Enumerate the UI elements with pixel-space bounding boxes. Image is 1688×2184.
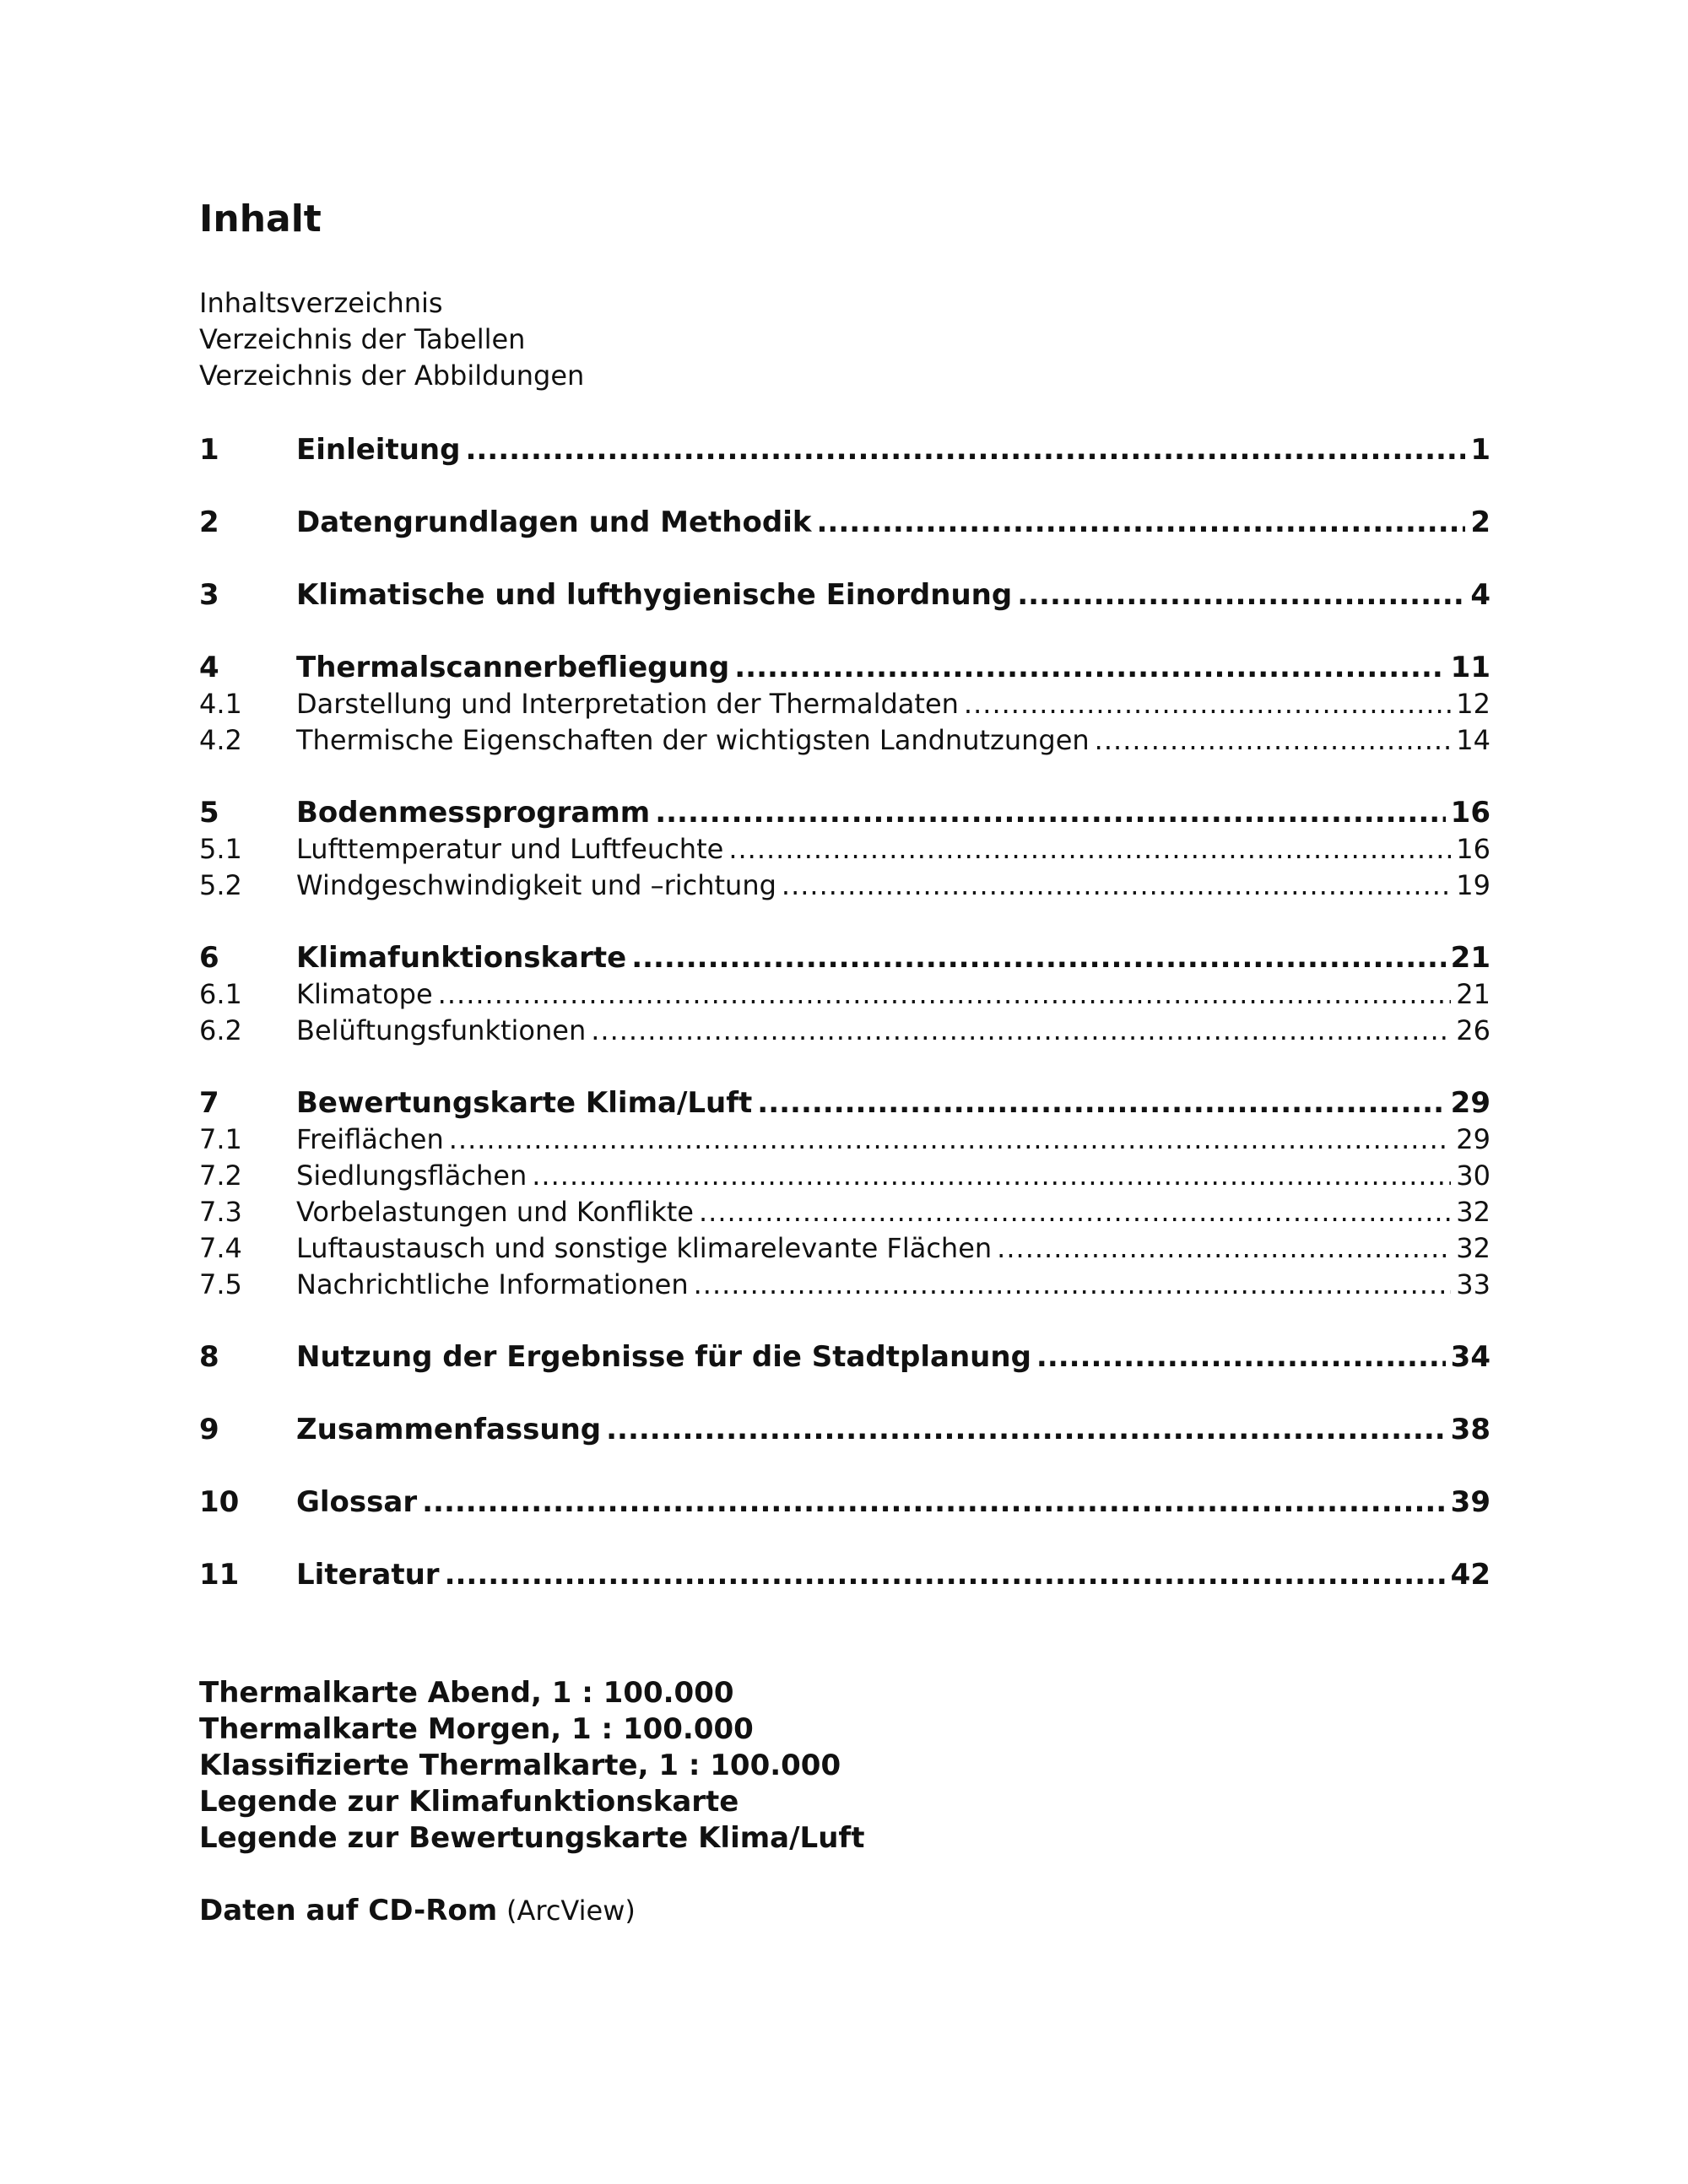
toc-number: 9 (199, 1413, 219, 1446)
toc-page-number: 16 (1450, 796, 1491, 830)
preliminary-list (199, 285, 584, 394)
table-of-contents (199, 432, 1491, 1630)
toc-section-row[interactable] (199, 1230, 1491, 1267)
toc-page-number: 2 (1470, 505, 1491, 539)
toc-chapter-row[interactable] (199, 1484, 1491, 1521)
toc-page-number: 39 (1450, 1485, 1491, 1519)
dot-leader (699, 1194, 1451, 1230)
dot-leader (606, 1412, 1446, 1448)
dot-leader (816, 505, 1465, 541)
appendix-item: Thermalkarte Morgen, 1 : 100.000 (199, 1712, 754, 1746)
toc-section-row[interactable] (199, 1158, 1491, 1194)
toc-number: 7.1 (199, 1123, 242, 1155)
toc-chapter-group (199, 795, 1491, 904)
toc-chapter-row[interactable] (199, 505, 1491, 541)
toc-number: 10 (199, 1485, 240, 1519)
toc-number: 7.3 (199, 1196, 242, 1228)
prelim-item: Verzeichnis der Tabellen (199, 323, 526, 355)
toc-page-number: 11 (1450, 651, 1491, 684)
dot-leader (591, 1013, 1451, 1049)
prelim-item: Inhaltsverzeichnis (199, 287, 443, 319)
toc-title: Klimatope (296, 978, 433, 1010)
toc-title: Windgeschwindigkeit und –richtung (296, 869, 776, 901)
toc-title: Bewertungskarte Klima/Luft (296, 1086, 753, 1120)
toc-chapter-row[interactable] (199, 1412, 1491, 1448)
toc-section-row[interactable] (199, 1122, 1491, 1158)
toc-chapter-row[interactable] (199, 1085, 1491, 1122)
cd-rom-format: (ArcView) (506, 1895, 636, 1927)
toc-page-number: 16 (1456, 833, 1491, 865)
prelim-item: Verzeichnis der Abbildungen (199, 359, 585, 392)
toc-section-row[interactable] (199, 1013, 1491, 1049)
toc-section-row[interactable] (199, 1194, 1491, 1230)
dot-leader (449, 1122, 1452, 1158)
toc-number: 4 (199, 651, 219, 684)
appendix-item: Klassifizierte Thermalkarte, 1 : 100.000 (199, 1749, 841, 1782)
toc-title: Literatur (296, 1558, 440, 1592)
toc-section-row[interactable] (199, 1267, 1491, 1303)
toc-title: Nutzung der Ergebnisse für die Stadtplanung (296, 1340, 1031, 1374)
toc-page-number: 21 (1450, 941, 1491, 975)
toc-title: Freiflächen (296, 1123, 444, 1155)
toc-page-number: 29 (1456, 1123, 1491, 1155)
toc-number: 11 (199, 1558, 240, 1592)
dot-leader (438, 976, 1452, 1013)
toc-page-number: 32 (1456, 1232, 1491, 1264)
toc-page-number: 34 (1450, 1340, 1491, 1374)
toc-title: Glossar (296, 1485, 418, 1519)
toc-title: Zusammenfassung (296, 1413, 602, 1446)
dot-leader (694, 1267, 1452, 1303)
toc-page-number: 32 (1456, 1196, 1491, 1228)
toc-title: Belüftungsfunktionen (296, 1014, 587, 1046)
toc-chapter-row[interactable] (199, 1339, 1491, 1376)
toc-chapter-group (199, 1484, 1491, 1521)
toc-section-row[interactable] (199, 722, 1491, 759)
toc-number: 7.2 (199, 1160, 242, 1192)
cd-rom-note (199, 1893, 636, 1929)
dot-leader (655, 795, 1445, 831)
dot-leader (1036, 1339, 1446, 1376)
toc-section-row[interactable] (199, 686, 1491, 722)
toc-page-number: 42 (1450, 1558, 1491, 1592)
toc-page-number: 4 (1470, 578, 1491, 612)
dot-leader (997, 1230, 1451, 1267)
dot-leader (422, 1484, 1446, 1521)
appendix-item: Legende zur Klimafunktionskarte (199, 1785, 739, 1819)
toc-chapter-group (199, 650, 1491, 759)
dot-leader (465, 432, 1465, 468)
toc-number: 5.1 (199, 833, 242, 865)
toc-chapter-group (199, 940, 1491, 1049)
toc-number: 4.2 (199, 724, 242, 756)
toc-title: Siedlungsflächen (296, 1160, 528, 1192)
toc-title: Datengrundlagen und Methodik (296, 505, 812, 539)
toc-chapter-group (199, 432, 1491, 468)
toc-number: 4.1 (199, 688, 242, 720)
toc-chapter-row[interactable] (199, 1557, 1491, 1593)
page-title: Inhalt (199, 197, 322, 241)
toc-title: Klimatische und lufthygienische Einordnung (296, 578, 1013, 612)
dot-leader (757, 1085, 1445, 1122)
toc-page-number: 12 (1456, 688, 1491, 720)
toc-number: 5 (199, 796, 219, 830)
toc-title: Bodenmessprogramm (296, 796, 651, 830)
dot-leader (532, 1158, 1451, 1194)
toc-number: 6 (199, 941, 219, 975)
toc-chapter-group (199, 505, 1491, 541)
toc-page-number: 1 (1470, 433, 1491, 467)
toc-chapter-row[interactable] (199, 432, 1491, 468)
toc-page-number: 33 (1456, 1268, 1491, 1300)
toc-section-row[interactable] (199, 976, 1491, 1013)
toc-title: Thermalscannerbefliegung (296, 651, 730, 684)
toc-number: 8 (199, 1340, 219, 1374)
toc-page-number: 29 (1450, 1086, 1491, 1120)
dot-leader (631, 940, 1445, 976)
toc-section-row[interactable] (199, 868, 1491, 904)
dot-leader (445, 1557, 1446, 1593)
toc-number: 6.2 (199, 1014, 242, 1046)
dot-leader (964, 686, 1451, 722)
appendix-item: Legende zur Bewertungskarte Klima/Luft (199, 1821, 865, 1855)
toc-page-number: 14 (1456, 724, 1491, 756)
dot-leader (734, 650, 1445, 686)
dot-leader (782, 868, 1451, 904)
toc-title: Luftaustausch und sonstige klimarelevante Flächen (296, 1232, 993, 1264)
dot-leader (728, 831, 1451, 868)
dot-leader (1017, 577, 1465, 614)
toc-chapter-row[interactable] (199, 940, 1491, 976)
toc-title: Lufttemperatur und Luftfeuchte (296, 833, 724, 865)
toc-title: Einleitung (296, 433, 461, 467)
toc-number: 2 (199, 505, 219, 539)
toc-page-number: 30 (1456, 1160, 1491, 1192)
toc-title: Klimafunktionskarte (296, 941, 627, 975)
toc-chapter-row[interactable] (199, 795, 1491, 831)
toc-number: 5.2 (199, 869, 242, 901)
toc-chapter-row[interactable] (199, 577, 1491, 614)
toc-number: 6.1 (199, 978, 242, 1010)
appendix-item: Thermalkarte Abend, 1 : 100.000 (199, 1676, 734, 1710)
toc-chapter-group (199, 1339, 1491, 1376)
toc-number: 7.4 (199, 1232, 242, 1264)
toc-title: Darstellung und Interpretation der Thermaldaten (296, 688, 959, 720)
toc-chapter-row[interactable] (199, 650, 1491, 686)
toc-page-number: 26 (1456, 1014, 1491, 1046)
dot-leader (1095, 722, 1452, 759)
toc-number: 7.5 (199, 1268, 242, 1300)
toc-title: Thermische Eigenschaften der wichtigsten Landnutzungen (296, 724, 1090, 756)
toc-chapter-group (199, 1085, 1491, 1303)
cd-rom-label: Daten auf CD-Rom (199, 1894, 498, 1927)
appendix-list (199, 1675, 864, 1857)
toc-chapter-group (199, 577, 1491, 614)
toc-number: 1 (199, 433, 219, 467)
toc-chapter-group (199, 1412, 1491, 1448)
toc-page-number: 38 (1450, 1413, 1491, 1446)
toc-number: 3 (199, 578, 219, 612)
toc-title: Vorbelastungen und Konflikte (296, 1196, 694, 1228)
toc-number: 7 (199, 1086, 219, 1120)
toc-page-number: 19 (1456, 869, 1491, 901)
toc-section-row[interactable] (199, 831, 1491, 868)
toc-page-number: 21 (1456, 978, 1491, 1010)
toc-chapter-group (199, 1557, 1491, 1593)
toc-title: Nachrichtliche Informationen (296, 1268, 689, 1300)
